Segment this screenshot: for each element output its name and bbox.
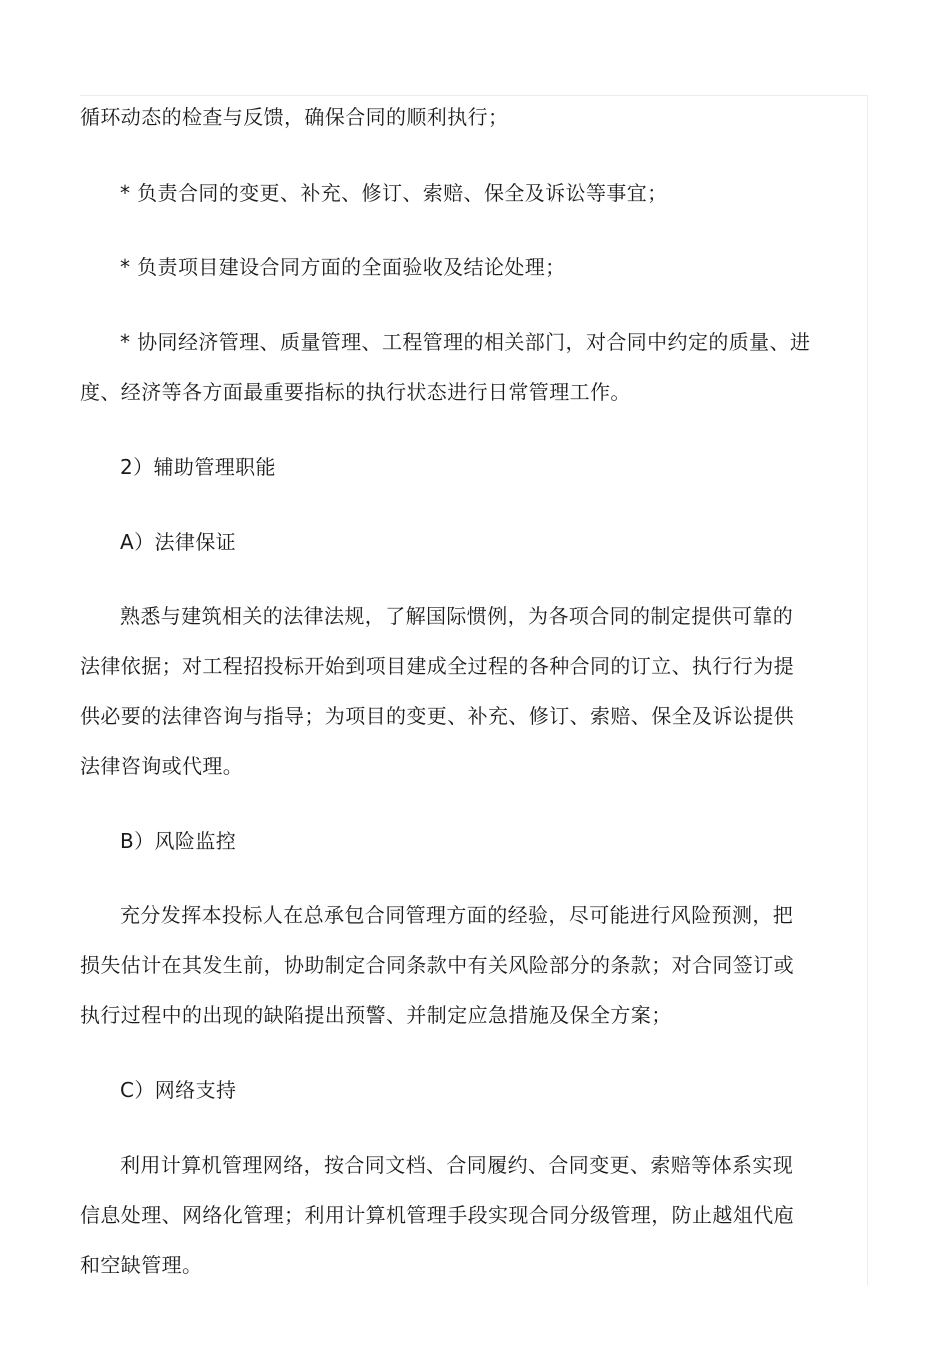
legal-paragraph-line-1: 熟悉与建筑相关的法律法规，了解国际惯例，为各项合同的制定提供可靠的 <box>120 604 794 628</box>
subheading-legal-guarantee: A）法律保证 <box>120 530 237 554</box>
bullet-item-coordination-line-1: * 协同经济管理、质量管理、工程管理的相关部门，对合同中约定的质量、进 <box>120 330 811 354</box>
risk-paragraph-line-3: 执行过程中的出现的缺陷提出预警、并制定应急措施及保全方案； <box>80 1003 672 1027</box>
legal-paragraph-line-4: 法律咨询或代理。 <box>80 754 244 778</box>
network-paragraph-line-2: 信息处理、网络化管理；利用计算机管理手段实现合同分级管理，防止越俎代庖 <box>80 1203 794 1227</box>
subheading-risk-monitoring: B）风险监控 <box>120 829 237 853</box>
bullet-item-coordination-line-2: 度、经济等各方面最重要指标的执行状态进行日常管理工作。 <box>80 380 631 404</box>
network-paragraph-line-3: 和空缺管理。 <box>80 1253 203 1277</box>
legal-paragraph-line-3: 供必要的法律咨询与指导；为项目的变更、补充、修订、索赔、保全及诉讼提供 <box>80 704 794 728</box>
paragraph-continuation-line: 循环动态的检查与反馈，确保合同的顺利执行； <box>80 105 509 129</box>
risk-paragraph-line-1: 充分发挥本投标人在总承包合同管理方面的经验，尽可能进行风险预测，把 <box>120 903 794 927</box>
risk-paragraph-line-2: 损失估计在其发生前，协助制定合同条款中有关风险部分的条款；对合同签订或 <box>80 953 794 977</box>
legal-paragraph-line-2: 法律依据；对工程招投标开始到项目建成全过程的各种合同的订立、执行行为提 <box>80 654 794 678</box>
subheading-network-support: C）网络支持 <box>120 1078 237 1102</box>
bullet-item-acceptance: * 负责项目建设合同方面的全面验收及结论处理； <box>120 255 566 279</box>
network-paragraph-line-1: 利用计算机管理网络，按合同文档、合同履约、合同变更、索赔等体系实现 <box>120 1153 794 1177</box>
section-heading-auxiliary: 2）辅助管理职能 <box>120 455 276 479</box>
bullet-item-changes: * 负责合同的变更、补充、修订、索赔、保全及诉讼等事宜； <box>120 181 668 205</box>
